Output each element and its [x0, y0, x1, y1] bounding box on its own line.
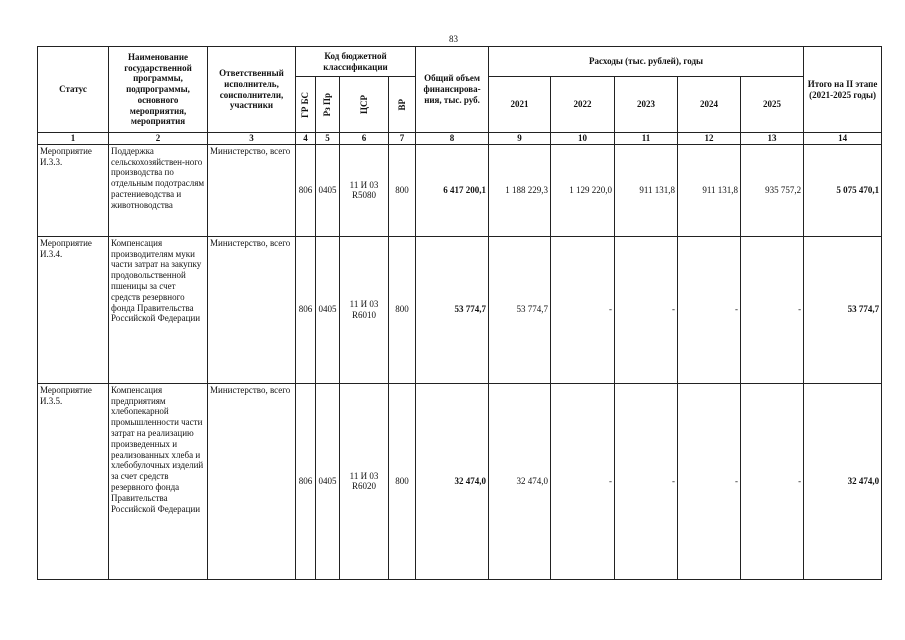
row-csr: 11 И 03 R6020 — [340, 383, 389, 579]
row-2024: 911 131,8 — [678, 144, 741, 236]
row-executor: Министерство, всего — [208, 383, 296, 579]
row-status: Мероприятие И.3.4. — [38, 236, 109, 383]
row-grbs: 806 — [296, 383, 316, 579]
col-number: 1 — [38, 133, 109, 145]
row-grbs: 806 — [296, 236, 316, 383]
col-number: 8 — [416, 133, 489, 145]
row-name: Поддержка сельскохозяйствен-ного производства по отдельным подотраслям растениеводства и животноводства — [109, 144, 208, 236]
header-budget-code: Код бюджетной классификации — [296, 47, 416, 77]
row-2025: - — [741, 236, 804, 383]
col-number: 13 — [741, 133, 804, 145]
row-name: Компенсация предприятиям хлебопекарной промышленности части затрат на реализацию произведенных и реализованных хлеба и хлебобулочных изделий за счет средств резервного фонда Правительства Российской Федерации — [109, 383, 208, 579]
header-grbs: ГР БС — [296, 77, 316, 133]
header-name: Наименование государственной программы, подпрограммы, основного мероприятия, мероприятия — [109, 47, 208, 133]
header-csr: ЦСР — [340, 77, 389, 133]
header-total-volume: Общий объем финансирова-ния, тыс. руб. — [416, 47, 489, 133]
row-csr: 11 И 03 R5080 — [340, 144, 389, 236]
row-2022: 1 129 220,0 — [551, 144, 615, 236]
table-row — [38, 236, 882, 383]
row-total: 53 774,7 — [416, 236, 489, 383]
row-2024: - — [678, 236, 741, 383]
row-vr: 800 — [389, 383, 416, 579]
row-name: Компенсация производителям муки части затрат на закупку продовольственной пшеницы за счет средств резервного фонда Правительства Российской Федерации — [109, 236, 208, 383]
header-year-2022: 2022 — [551, 77, 615, 133]
row-2025: - — [741, 383, 804, 579]
header-stage-total: Итого на II этапе (2021-2025 годы) — [804, 47, 882, 133]
header-year-2024: 2024 — [678, 77, 741, 133]
header-year-2021: 2021 — [489, 77, 551, 133]
col-number: 10 — [551, 133, 615, 145]
header-executor: Ответственный исполнитель, соисполнители, участники — [208, 47, 296, 133]
row-2023: - — [615, 236, 678, 383]
col-number: 5 — [316, 133, 340, 145]
col-number: 2 — [109, 133, 208, 145]
col-number: 6 — [340, 133, 389, 145]
row-stage-total: 53 774,7 — [804, 236, 882, 383]
row-executor: Министерство, всего — [208, 144, 296, 236]
table-row — [38, 383, 882, 579]
table-row — [38, 144, 882, 236]
col-number: 14 — [804, 133, 882, 145]
row-rzpr: 0405 — [316, 144, 340, 236]
row-stage-total: 5 075 470,1 — [804, 144, 882, 236]
row-rzpr: 0405 — [316, 236, 340, 383]
header-vr: ВР — [389, 77, 416, 133]
column-number-row — [38, 133, 882, 145]
row-total: 6 417 200,1 — [416, 144, 489, 236]
header-year-2025: 2025 — [741, 77, 804, 133]
row-total: 32 474,0 — [416, 383, 489, 579]
row-2021: 53 774,7 — [489, 236, 551, 383]
row-2022: - — [551, 383, 615, 579]
col-number: 12 — [678, 133, 741, 145]
col-number: 11 — [615, 133, 678, 145]
row-status: Мероприятие И.3.3. — [38, 144, 109, 236]
row-csr: 11 И 03 R6010 — [340, 236, 389, 383]
col-number: 7 — [389, 133, 416, 145]
col-number: 9 — [489, 133, 551, 145]
header-rzpr: Рз Пр — [316, 77, 340, 133]
page-number: 83 — [449, 34, 458, 44]
header-year-2023: 2023 — [615, 77, 678, 133]
col-number: 4 — [296, 133, 316, 145]
row-2025: 935 757,2 — [741, 144, 804, 236]
header-status: Статус — [38, 47, 109, 133]
row-2024: - — [678, 383, 741, 579]
row-vr: 800 — [389, 144, 416, 236]
row-status: Мероприятие И.3.5. — [38, 383, 109, 579]
row-grbs: 806 — [296, 144, 316, 236]
col-number: 3 — [208, 133, 296, 145]
row-2021: 32 474,0 — [489, 383, 551, 579]
row-2022: - — [551, 236, 615, 383]
row-2023: 911 131,8 — [615, 144, 678, 236]
row-2021: 1 188 229,3 — [489, 144, 551, 236]
budget-table — [37, 46, 882, 580]
row-2023: - — [615, 383, 678, 579]
header-expenses: Расходы (тыс. рублей), годы — [489, 47, 804, 77]
row-vr: 800 — [389, 236, 416, 383]
row-rzpr: 0405 — [316, 383, 340, 579]
row-stage-total: 32 474,0 — [804, 383, 882, 579]
row-executor: Министерство, всего — [208, 236, 296, 383]
